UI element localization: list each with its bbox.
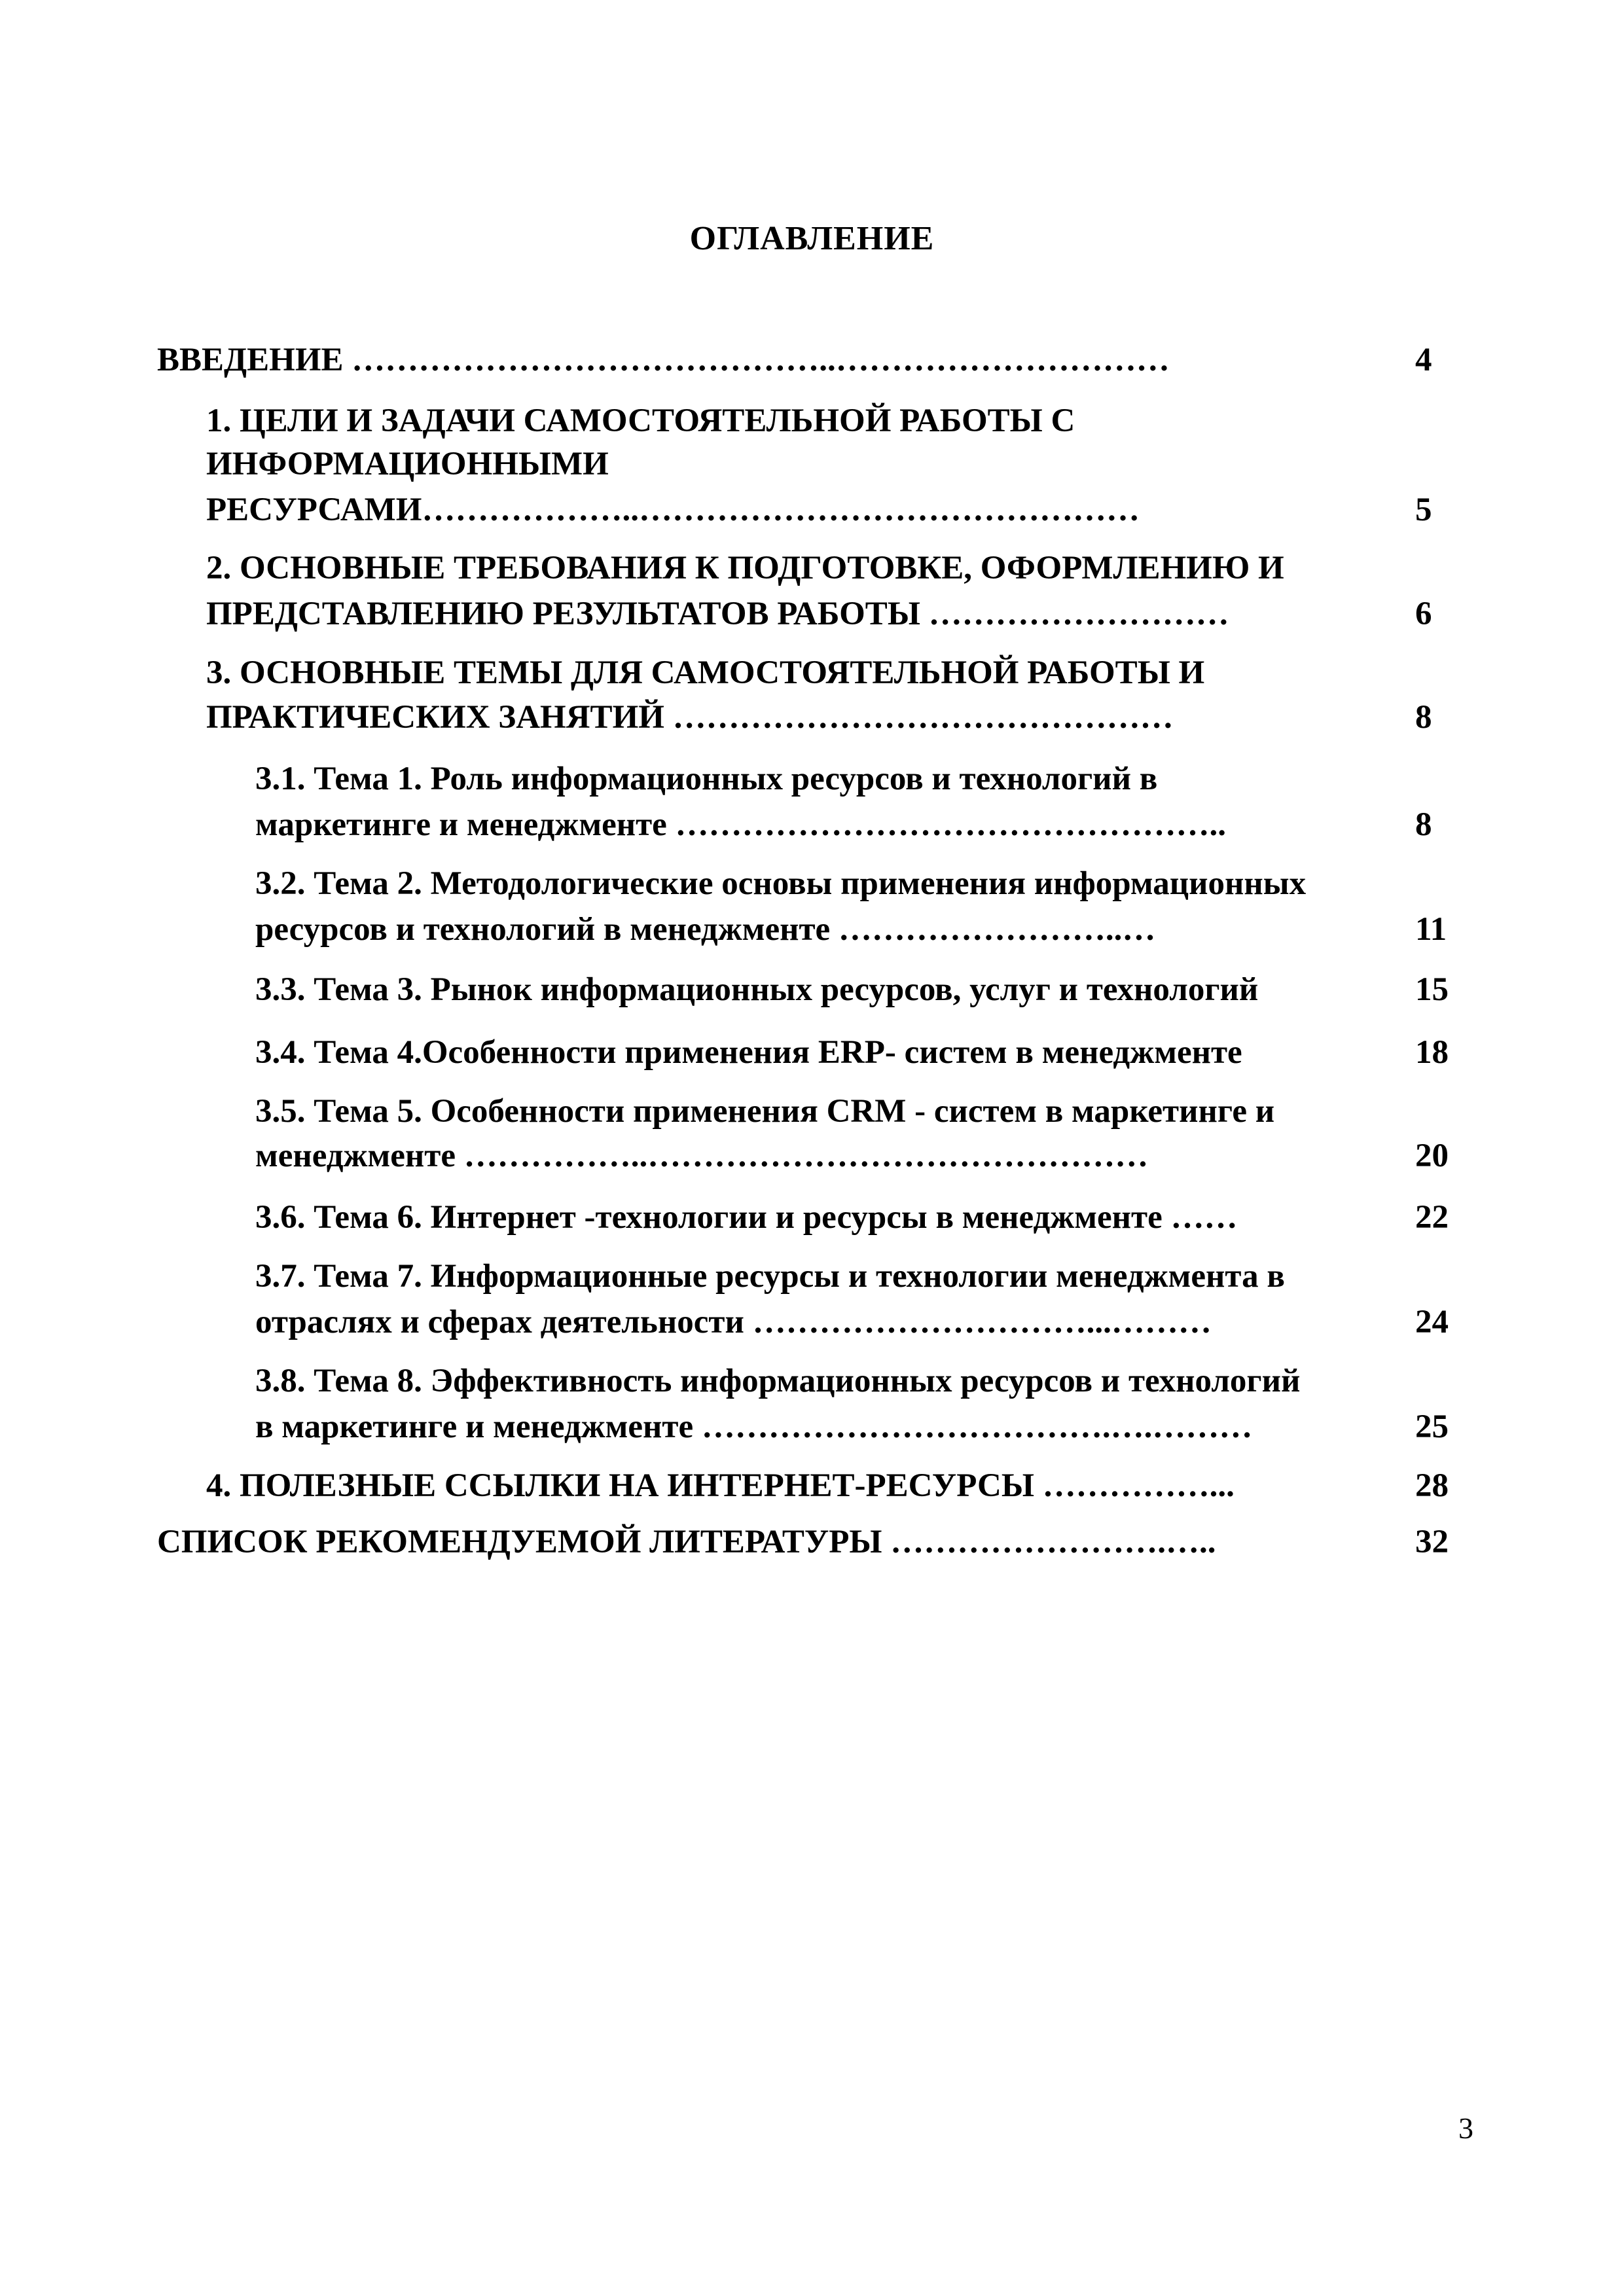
toc-topic-6-title: 3.6. Тема 6. Интернет -технологии и ресурсы в менеджменте …… [255,1199,1238,1236]
toc-topic-3-page: 15 [1415,971,1449,1008]
toc-topic-8-title-cont: в маркетинге и менеджменте ……………………………….….……… [255,1408,1253,1445]
toc-topic-7-title: 3.7. Тема 7. Информационные ресурсы и технологии менеджмента в [255,1258,1285,1295]
toc-section-1-title-end: РЕСУРСАМИ………………..……………………………………… [206,492,1140,528]
toc-section-1-title: 1. ЦЕЛИ И ЗАДАЧИ САМОСТОЯТЕЛЬНОЙ РАБОТЫ С [206,403,1075,439]
toc-section-4-title: 4. ПОЛЕЗНЫЕ ССЫЛКИ НА ИНТЕРНЕТ-РЕСУРСЫ ……………... [206,1467,1235,1504]
toc-topic-1-page: 8 [1415,806,1432,843]
toc-section-2-title-cont: ПРЕДСТАВЛЕНИЮ РЕЗУЛЬТАТОВ РАБОТЫ ……………………… [206,596,1229,632]
toc-section-2-page: 6 [1415,596,1432,632]
toc-topic-1-title: 3.1. Тема 1. Роль информационных ресурсов и технологий в [255,761,1158,797]
toc-bibliography-page: 32 [1415,1524,1449,1560]
toc-intro-page: 4 [1415,342,1432,378]
toc-topic-4-title: 3.4. Тема 4.Особенности применения ERP- систем в менеджменте [255,1034,1242,1071]
toc-section-1-title-cont: ИНФОРМАЦИОННЫМИ [206,446,609,482]
toc-section-3-title: 3. ОСНОВНЫЕ ТЕМЫ ДЛЯ САМОСТОЯТЕЛЬНОЙ РАБОТЫ И [206,655,1205,691]
toc-topic-6-page: 22 [1415,1199,1449,1236]
toc-topic-2-title-cont: ресурсов и технологий в менеджменте ……………………..… [255,911,1156,948]
toc-section-4-page: 28 [1415,1467,1449,1504]
toc-topic-4-page: 18 [1415,1034,1449,1071]
toc-topic-2-title: 3.2. Тема 2. Методологические основы применения информационных [255,865,1307,902]
toc-topic-7-page: 24 [1415,1304,1449,1340]
toc-topic-8-page: 25 [1415,1408,1449,1445]
toc-topic-5-page: 20 [1415,1138,1449,1174]
page-title: ОГЛАВЛЕНИЕ [689,220,935,257]
toc-section-2-title: 2. ОСНОВНЫЕ ТРЕБОВАНИЯ К ПОДГОТОВКЕ, ОФОРМЛЕНИЮ И [206,550,1284,586]
toc-topic-5-title: 3.5. Тема 5. Особенности применения CRM - систем в маркетинге и [255,1093,1275,1130]
toc-topic-8-title: 3.8. Тема 8. Эффективность информационных ресурсов и технологий [255,1363,1301,1399]
toc-topic-1-title-cont: маркетинге и менеджменте ………………………………………….. [255,806,1227,843]
toc-topic-5-title-cont: менеджменте ……………..……………………………………… [255,1138,1149,1174]
toc-section-3-page: 8 [1415,699,1432,736]
toc-section-1-page: 5 [1415,492,1432,528]
toc-bibliography-text: СПИСОК РЕКОМЕНДУЕМОЙ ЛИТЕРАТУРЫ …………………….….. [157,1524,1216,1560]
toc-topic-7-title-cont: отраслях и сферах деятельности …………………………...……… [255,1304,1212,1340]
toc-section-3-title-cont: ПРАКТИЧЕСКИХ ЗАНЯТИЙ ……………………………………… [206,699,1174,736]
page-number: 3 [1458,2111,1473,2145]
toc-topic-3-title: 3.3. Тема 3. Рынок информационных ресурсов, услуг и технологий [255,971,1259,1008]
toc-topic-2-page: 11 [1415,911,1447,948]
toc-intro-text: ВВЕДЕНИЕ ……………………………………..………………………… [157,342,1170,378]
